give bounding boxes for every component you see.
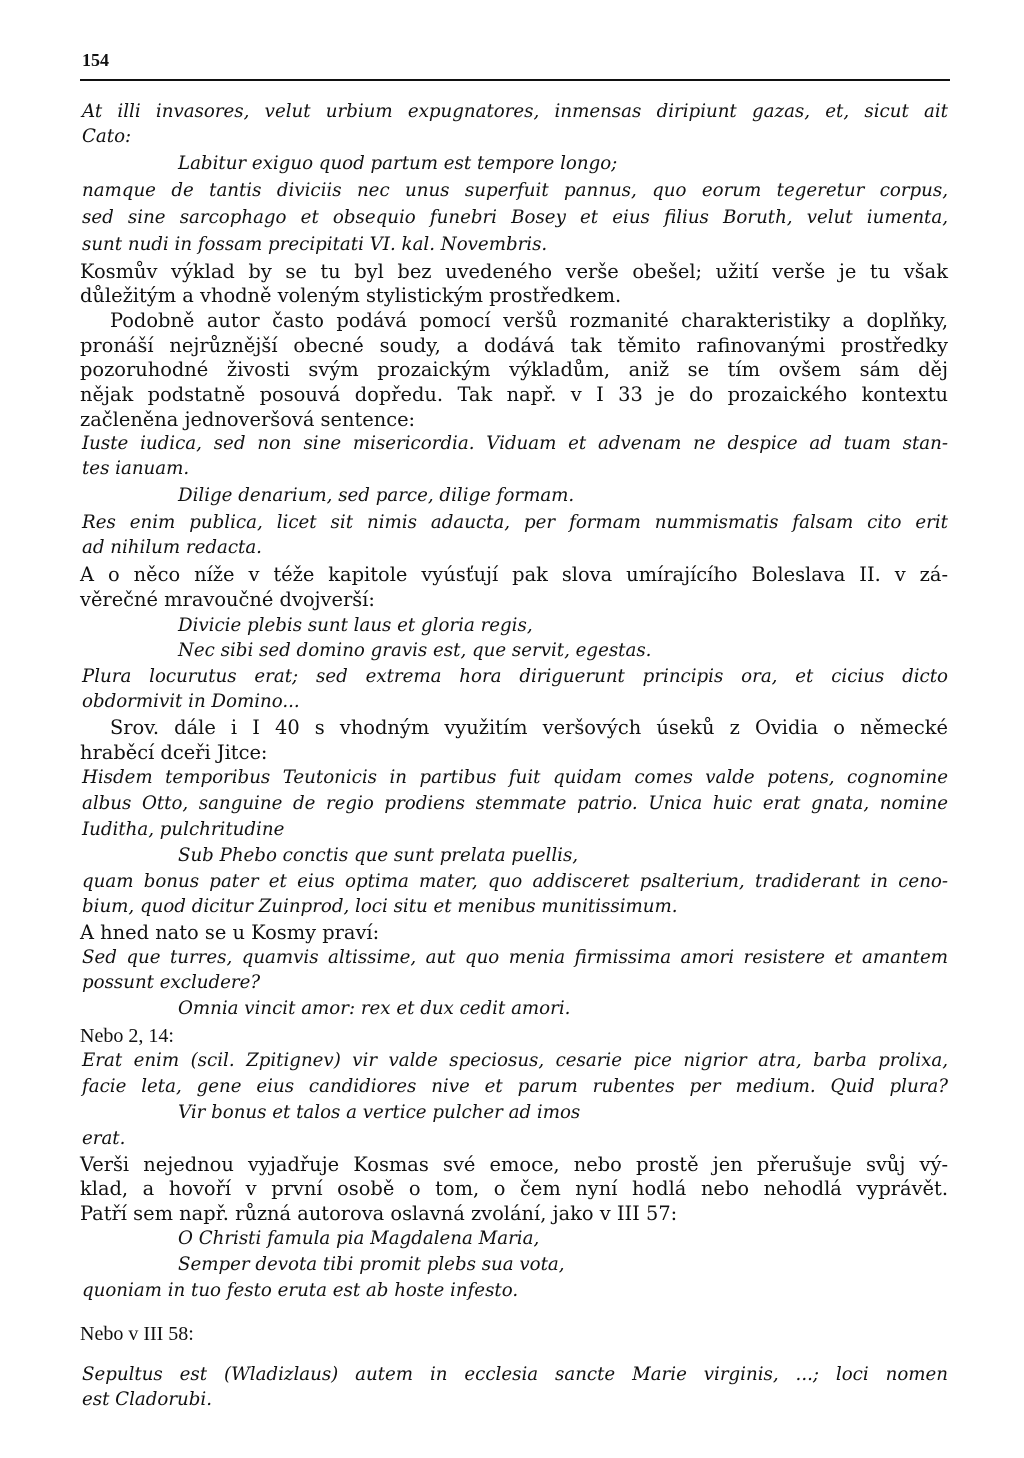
text-line: důležitým a vhodně voleným stylistickým prostředkem. xyxy=(80,284,622,307)
text-line: est Cladorubi. xyxy=(82,1389,213,1410)
text-line: Verši nejednou vyjadřuje Kosmas své emoce, nebo prostě jen přerušuje svůj vý- xyxy=(80,1153,948,1176)
text-line: hraběcí dceři Jitce: xyxy=(80,741,268,764)
text-line: Plura locurutus erat; sed extrema hora diriguerunt principis ora, et cicius dicto xyxy=(82,666,948,687)
text-line: Sub Phebo conctis que sunt prelata puellis, xyxy=(178,845,579,866)
text-line: začleněna jednoveršová sentence: xyxy=(80,408,416,431)
text-line: facie leta, gene eius candidiores nive et parum rubentes per medium. Quid plura? xyxy=(82,1076,948,1097)
text-line: Divicie plebis sunt laus et gloria regis, xyxy=(178,615,533,636)
text-line: Labitur exiguo quod partum est tempore longo; xyxy=(178,153,618,174)
text-line: Vir bonus et talos a vertice pulcher ad imos xyxy=(178,1102,581,1123)
text-line: Erat enim (scil. Zpitignev) vir valde speciosus, cesarie pice nigrior atra, barba prolixa, xyxy=(82,1050,948,1071)
text-line: possunt excludere? xyxy=(82,972,261,993)
text-line: Nebo 2, 14: xyxy=(80,1025,174,1047)
text-line: Iuste iudica, sed non sine misericordia. Viduam et advenam ne despice ad tuam stan- xyxy=(82,433,948,454)
text-line: obdormivit in Domino... xyxy=(82,691,300,712)
text-line: A o něco níže v téže kapitole vyúsťují pak slova umírajícího Boleslava II. v zá- xyxy=(80,563,948,586)
text-line: Nec sibi sed domino gravis est, que servit, egestas. xyxy=(178,640,652,661)
header-rule xyxy=(80,79,950,81)
text-line: O Christi famula pia Magdalena Maria, xyxy=(178,1228,540,1249)
text-line: erat. xyxy=(82,1128,126,1149)
text-line: Cato: xyxy=(82,126,132,147)
text-line: Sed que turres, quamvis altissime, aut quo menia firmissima amori resistere et amantem xyxy=(82,947,948,968)
text-line: tes ianuam. xyxy=(82,458,190,479)
text-line: quoniam in tuo festo eruta est ab hoste infesto. xyxy=(82,1280,519,1301)
text-line: Semper devota tibi promit plebs sua vota, xyxy=(178,1254,565,1275)
page-number: 154 xyxy=(82,50,109,70)
text-line: pronáší nejrůznější obecné soudy, a dodává tak těmito rafinovanými prostředky xyxy=(80,334,948,357)
text-line: Omnia vincit amor: rex et dux cedit amori. xyxy=(178,998,571,1019)
text-line: Hisdem temporibus Teutonicis in partibus fuit quidam comes valde potens, cognomine xyxy=(82,767,948,788)
text-line: Srov. dále i I 40 s vhodným využitím veršových úseků z Ovidia o německé xyxy=(110,716,948,739)
text-line: věrečné mravoučné dvojverší: xyxy=(80,588,375,611)
text-line: nějak podstatně posouvá dopředu. Tak např. v I 33 je do prozaického kontextu xyxy=(80,383,948,406)
text-line: namque de tantis diviciis nec unus superfuit pannus, quo eorum tegeretur corpus, xyxy=(82,180,948,201)
text-line: Kosmův výklad by se tu byl bez uvedeného verše obešel; užití verše je tu však xyxy=(80,260,948,283)
text-line: A hned nato se u Kosmy praví: xyxy=(80,921,380,944)
text-line: quam bonus pater et eius optima mater, quo addisceret psalterium, tradiderant in ceno- xyxy=(82,871,948,892)
text-line: sed sine sarcophago et obsequio funebri Bosey et eius filius Boruth, velut iumenta, xyxy=(82,207,948,228)
text-line: Nebo v III 58: xyxy=(80,1323,194,1345)
text-line: sunt nudi in fossam precipitati VI. kal. Novembris. xyxy=(82,234,548,255)
text-line: Podobně autor často podává pomocí veršů rozmanité charakteristiky a doplňky, xyxy=(110,309,948,332)
text-line: Iuditha, pulchritudine xyxy=(82,819,285,840)
text-line: Dilige denarium, sed parce, dilige formam. xyxy=(178,485,575,506)
text-line: ad nihilum redacta. xyxy=(82,537,262,558)
text-line: pozoruhodné živosti svým prozaickým výkladům, aniž se tím ovšem sám děj xyxy=(80,358,948,381)
text-line: albus Otto, sanguine de regio prodiens stemmate patrio. Unica huic erat gnata, nomine xyxy=(82,793,948,814)
text-line: bium, quod dicitur Zuinprod, loci situ et menibus munitissimum. xyxy=(82,896,678,917)
text-line: Res enim publica, licet sit nimis adaucta, per formam nummismatis falsam cito erit xyxy=(82,512,948,533)
text-line: Patří sem např. různá autorova oslavná zvolání, jako v III 57: xyxy=(80,1202,678,1225)
text-line: klad, a hovoří v první osobě o tom, o čem nyní hodlá nebo nehodlá vyprávět. xyxy=(80,1177,948,1200)
text-line: At illi invasores, velut urbium expugnatores, inmensas diripiunt gazas, et, sicut ait xyxy=(82,101,948,122)
text-line: Sepultus est (Wladizlaus) autem in ecclesia sancte Marie virginis, ...; loci nomen xyxy=(82,1364,948,1385)
